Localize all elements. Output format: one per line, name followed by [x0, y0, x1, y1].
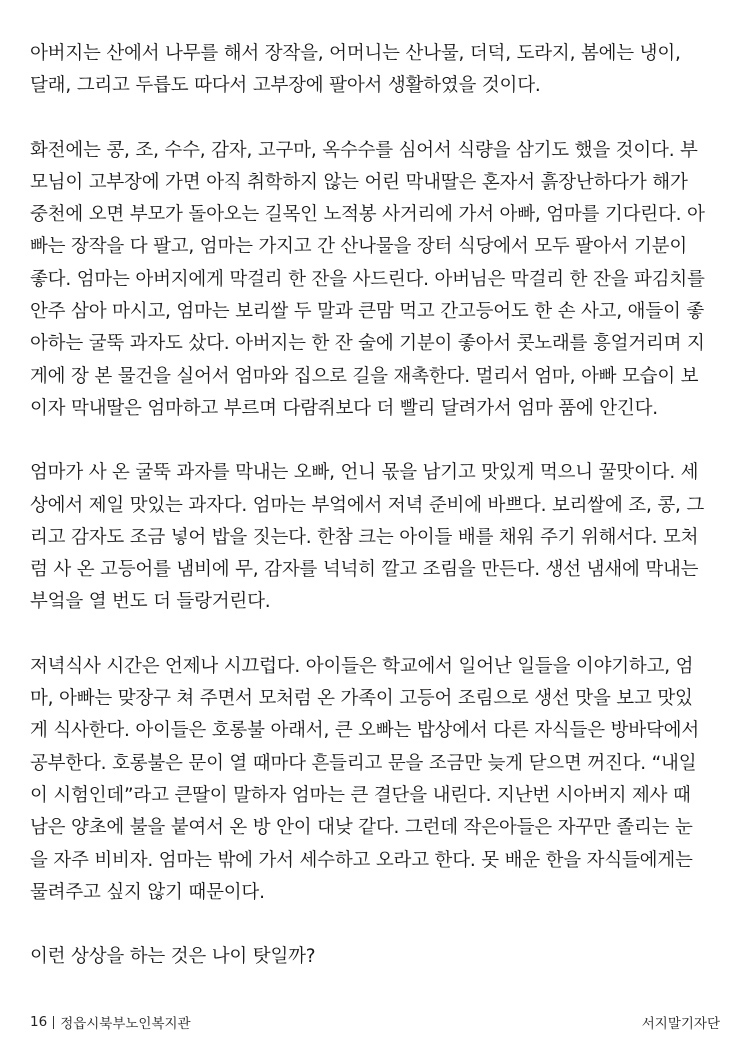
page-number: 16 [30, 1014, 48, 1030]
page-footer [30, 1010, 720, 1034]
paragraph-2: 화전에는 콩, 조, 수수, 감자, 고구마, 옥수수를 심어서 식량을 삼기도 했을 것이다. 부 모님이 고부장에 가면 아직 취학하지 않는 어린 막내딸은 혼자서 흙장난하다가 해가 중천에 오면 부모가 돌아오는 길목인 노적봉 사거리에 가서 아빠, 엄마를 기다린다. 아 빠는 장작을 다 팔고, 엄마는 가지고 간 산나물을 장터 식당에서 모두 팔아서 기분이 좋다. 엄마는 아버지에게 막걸리 한 잔을 사드린다. 아버님은 막걸리 한 잔을 파김치를 안주 삼아 마시고, 엄마는 보리쌀 두 말과 큰맘 먹고 간고등어도 한 손 사고, 애들이 좋 아하는 굴뚝 과자도 샀다. 아버지는 한 잔 술에 기분이 좋아서 콧노래를 흥얼거리며 지 게에 장 본 물건을 실어서 엄마와 집으로 길을 재촉한다. 멀리서 엄마, 아빠 모습이 보 이자 막내딸은 엄마하고 부르며 다람쥐보다 더 빨리 달려가서 엄마 품에 안긴다. [30, 139, 705, 419]
footer-organization: 정읍시북부노인복지관 [60, 1016, 191, 1032]
footer-divider [53, 1016, 54, 1029]
paragraph-1: 아버지는 산에서 나무를 해서 장작을, 어머니는 산나물, 더덕, 도라지, 봄에는 냉이, 달래, 그리고 두릅도 따다서 고부장에 팔아서 생활하였을 것이다. [30, 43, 681, 97]
footer-left [30, 1012, 191, 1032]
paragraph-5: 이런 상상을 하는 것은 나이 탓일까? [30, 946, 316, 968]
footer-section: 서지말기자단 [641, 1016, 720, 1032]
paragraph-3: 엄마가 사 온 굴뚝 과자를 막내는 오빠, 언니 몫을 남기고 맛있게 먹으니 꿀맛이다. 세 상에서 제일 맛있는 과자다. 엄마는 부엌에서 저녁 준비에 바쁘다. 보리쌀에 조, 콩, 그 리고 감자도 조금 넣어 밥을 짓는다. 한참 크는 아이들 배를 채워 주기 위해서다. 모처 럼 사 온 고등어를 냄비에 무, 감자를 넉넉히 깔고 조림을 만든다. 생선 냄새에 막내는 부엌을 열 번도 더 들랑거린다. [30, 462, 705, 613]
article-body [30, 38, 725, 1005]
paragraph-4: 저녁식사 시간은 언제나 시끄럽다. 아이들은 학교에서 일어난 일들을 이야기하고, 엄 마, 아빠는 맞장구 쳐 주면서 모처럼 온 가족이 고등어 조림으로 생선 맛을 보고 맛있 게 식사한다. 아이들은 호롱불 아래서, 큰 오빠는 밥상에서 다른 자식들은 방바닥에서 공부한다. 호롱불은 문이 열 때마다 흔들리고 문을 조금만 늦게 닫으면 꺼진다. “내일 이 시험인데”라고 큰딸이 말하자 엄마는 큰 결단을 내린다. 지난번 시아버지 제사 때 남은 양초에 불을 붙여서 온 방 안이 대낮 같다. 그런데 작은아들은 자꾸만 졸리는 눈 을 자주 비비자. 엄마는 밖에 가서 세수하고 오라고 한다. 못 배운 한을 자식들에게는 물려주고 싶지 않기 때문이다. [30, 655, 699, 903]
